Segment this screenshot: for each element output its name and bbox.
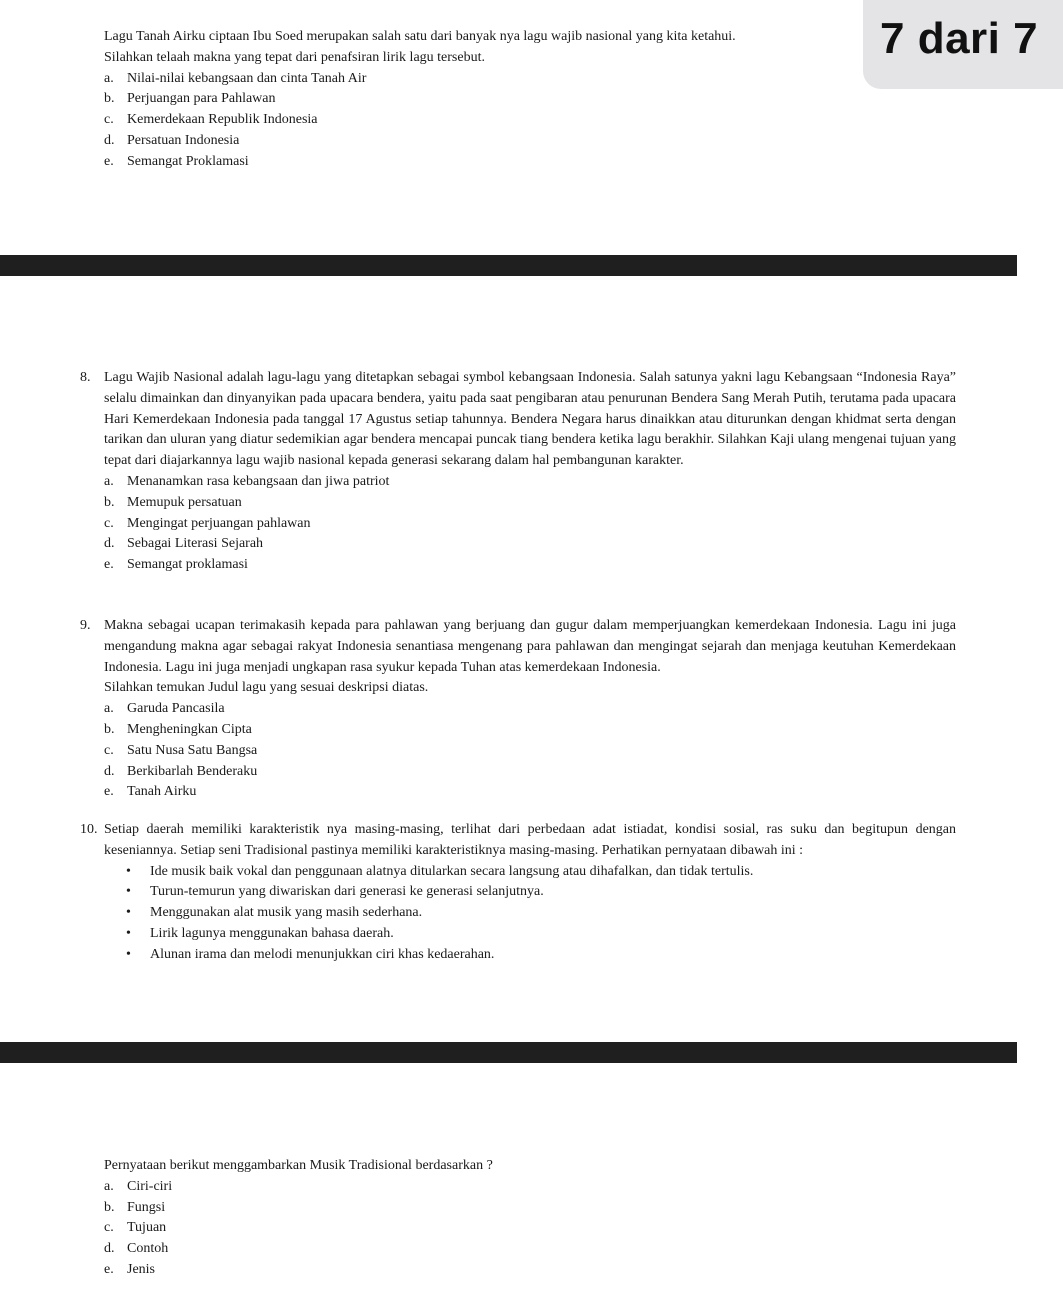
statement-item — [126, 882, 956, 903]
option-text: Semangat Proklamasi — [127, 153, 249, 169]
option-text: Semangat proklamasi — [127, 557, 248, 573]
option-b[interactable] — [104, 493, 956, 514]
option-e[interactable] — [104, 782, 956, 803]
statement-item — [126, 924, 956, 945]
option-a[interactable] — [104, 472, 956, 493]
page-divider — [0, 255, 1017, 276]
question-9 — [104, 616, 956, 803]
question-7 — [104, 27, 844, 173]
question-10-stem: Setiap daerah memiliki karakteristik nya masing-masing, terlihat dari perbedaan adat istiadat, kondisi sosial, ras suku dan begitupun dengan keseniannya. Setiap seni Tradisional pastinya memiliki karakteristiknya masing-masing. Perhatikan pernyataan dibawah ini : — [104, 822, 956, 858]
bullet-icon: • — [126, 905, 131, 921]
option-letter: d. — [104, 132, 115, 148]
question-8-stem: Lagu Wajib Nasional adalah lagu-lagu yang ditetapkan sebagai symbol kebangsaan Indonesia. Salah satunya yakni lagu Kebangsaan “Indonesia Raya” selalu dimainkan dan dinyanyikan pada upacara bendera, yaitu pada saat pengibaran atau penurunan Bendera Sang Merah Putih, terutama pada upacara Hari Kemerdekaan Indonesia pada tanggal 17 Agustus setiap tahunnya. Bendera Negara harus dinaikkan atau diturunkan dengan khidmat serta dengan tarikan dan uluran yang diatur sedemikian agar bendera mencapai puncak tiang bendera ketika lagu berakhir. Silahkan Kaji ulang mengenai tujuan yang tepat dari diajarkannya lagu wajib nasional kepada generasi sekarang dalam hal pembangunan karakter. — [104, 370, 956, 469]
question-7-options — [104, 69, 844, 173]
question-9-instruction: Silahkan temukan Judul lagu yang sesuai deskripsi diatas. — [104, 680, 429, 696]
question-9-stem: Makna sebagai ucapan terimakasih kepada para pahlawan yang berjuang dan gugur dalam memperjuangkan kemerdekaan Indonesia. Lagu ini juga mengandung makna agar sebagai rakyat Indonesia senantiasa mengenang para pahlawan dan mengingat sejarah dan menjaga keutuhan Kemerdekaan Indonesia. Lagu ini juga menjadi ungkapan rasa syukur kepada Tuhan atas kemerdekaan Indonesia. — [104, 618, 956, 675]
bullet-icon: • — [126, 884, 131, 900]
statement-text: Alunan irama dan melodi menunjukkan ciri khas kedaerahan. — [150, 946, 495, 962]
option-letter: b. — [104, 494, 115, 510]
question-7-stem-line2: Silahkan telaah makna yang tepat dari penafsiran lirik lagu tersebut. — [104, 49, 485, 65]
option-text: Satu Nusa Satu Bangsa — [127, 742, 258, 758]
question-10-number: 10. — [80, 822, 98, 837]
option-text: Mengingat perjuangan pahlawan — [127, 515, 311, 531]
option-letter: c. — [104, 742, 114, 758]
question-8 — [104, 368, 956, 576]
statement-text: Lirik lagunya menggunakan bahasa daerah. — [150, 925, 394, 941]
question-7-stem-line1: Lagu Tanah Airku ciptaan Ibu Soed merupakan salah satu dari banyak nya lagu wajib nasional yang kita ketahui. — [104, 29, 736, 44]
question-10-options — [104, 1177, 956, 1281]
option-letter: c. — [104, 112, 114, 128]
question-10-question: Pernyataan berikut menggambarkan Musik Tradisional berdasarkan ? — [104, 1158, 493, 1173]
option-text: Berkibarlah Benderaku — [127, 763, 258, 779]
option-text: Mengheningkan Cipta — [127, 721, 252, 737]
question-8-number: 8. — [80, 370, 91, 385]
page-divider — [0, 1042, 1017, 1063]
option-b[interactable] — [104, 720, 956, 741]
option-text: Ciri-ciri — [127, 1178, 173, 1194]
option-text: Nilai-nilai kebangsaan dan cinta Tanah Air — [127, 70, 367, 86]
option-letter: b. — [104, 91, 115, 107]
option-a[interactable] — [104, 69, 844, 90]
option-letter: e. — [104, 153, 114, 169]
question-9-options — [104, 699, 956, 803]
option-letter: b. — [104, 1199, 115, 1215]
option-text: Fungsi — [127, 1199, 166, 1215]
option-letter: d. — [104, 1241, 115, 1257]
option-a[interactable] — [104, 699, 956, 720]
page-counter-badge: 7 dari 7 — [863, 0, 1063, 89]
option-d[interactable] — [104, 1239, 956, 1260]
option-d[interactable] — [104, 131, 844, 152]
option-letter: e. — [104, 557, 114, 573]
option-text: Garuda Pancasila — [127, 701, 225, 717]
option-letter: a. — [104, 701, 114, 717]
option-text: Contoh — [127, 1241, 169, 1257]
question-10 — [104, 820, 956, 966]
option-text: Memupuk persatuan — [127, 494, 242, 510]
option-text: Tujuan — [127, 1220, 167, 1236]
option-e[interactable] — [104, 555, 956, 576]
question-10-statements — [104, 862, 956, 966]
option-text: Tanah Airku — [127, 784, 197, 800]
option-text: Persatuan Indonesia — [127, 132, 240, 148]
option-c[interactable] — [104, 1218, 956, 1239]
question-9-number: 9. — [80, 618, 91, 633]
option-letter: d. — [104, 763, 115, 779]
option-letter: a. — [104, 1178, 114, 1194]
option-text: Kemerdekaan Republik Indonesia — [127, 112, 318, 128]
option-text: Jenis — [127, 1261, 155, 1277]
option-c[interactable] — [104, 741, 956, 762]
question-8-options — [104, 472, 956, 576]
option-d[interactable] — [104, 534, 956, 555]
question-10-continued — [104, 1156, 956, 1281]
option-letter: d. — [104, 536, 115, 552]
option-text: Perjuangan para Pahlawan — [127, 91, 276, 107]
option-c[interactable] — [104, 514, 956, 535]
option-b[interactable] — [104, 1198, 956, 1219]
option-letter: a. — [104, 473, 114, 489]
option-d[interactable] — [104, 762, 956, 783]
option-letter: b. — [104, 721, 115, 737]
statement-item — [126, 945, 956, 966]
option-b[interactable] — [104, 89, 844, 110]
option-c[interactable] — [104, 110, 844, 131]
statement-text: Ide musik baik vokal dan penggunaan alatnya ditularkan secara langsung atau dihafalkan, dan tidak tertulis. — [150, 863, 754, 879]
bullet-icon: • — [126, 863, 131, 879]
option-letter: a. — [104, 70, 114, 86]
option-a[interactable] — [104, 1177, 956, 1198]
statement-text: Menggunakan alat musik yang masih sederhana. — [150, 905, 423, 921]
option-letter: e. — [104, 784, 114, 800]
statement-item — [126, 903, 956, 924]
statement-text: Turun-temurun yang diwariskan dari generasi ke generasi selanjutnya. — [150, 884, 544, 900]
bullet-icon: • — [126, 925, 131, 941]
option-letter: e. — [104, 1261, 114, 1277]
option-e[interactable] — [104, 152, 844, 173]
bullet-icon: • — [126, 946, 131, 962]
statement-item — [126, 862, 956, 883]
option-letter: c. — [104, 1220, 114, 1236]
option-text: Menanamkan rasa kebangsaan dan jiwa patriot — [127, 473, 390, 489]
option-letter: c. — [104, 515, 114, 531]
option-text: Sebagai Literasi Sejarah — [127, 536, 264, 552]
option-e[interactable] — [104, 1260, 956, 1281]
